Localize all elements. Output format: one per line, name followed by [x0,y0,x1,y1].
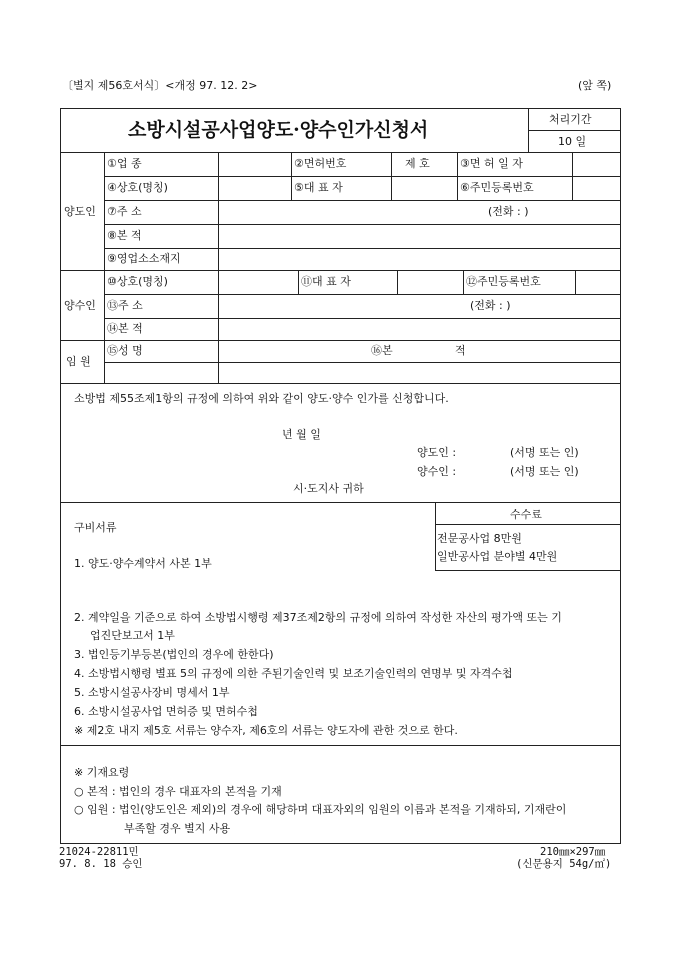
approval-date: 97. 8. 18 승인 [59,858,143,870]
transferee-label: 양수인 [64,299,96,312]
transferor-domicile-label: ⑧본 적 [107,229,142,242]
fee-label: 수수료 [510,508,542,521]
document-item: 4. 소방법시행령 별표 5의 규정에 의한 주된기술인력 및 보조기술인력의 연명부 및 자격수첩 [74,667,513,680]
transferee-phone: (전화 : ) [470,299,511,312]
page-title: 소방시설공사업양도·양수인가신청서 [128,119,429,141]
form-number: 〔별지 제56호서식〕<개정 97. 12. 2> [62,79,258,92]
signature-note: (서명 또는 인) [510,446,579,459]
transferor-signature-label: 양도인 : [417,446,457,459]
table-rule [104,294,620,295]
table-rule [575,270,576,294]
table-rule [463,270,464,294]
table-rule [291,152,292,200]
office-location-label: ⑨영업소소재지 [107,252,181,265]
signature-note: (서명 또는 인) [510,465,579,478]
table-rule [104,224,620,225]
officers-label: 임 원 [66,355,91,368]
document-note: ※ 제2호 내지 제5호 서류는 양수자, 제6호의 서류는 양도자에 관한 것으로 한다. [74,724,458,737]
table-rule [218,152,219,383]
document-item: 2. 계약일을 기준으로 하여 소방법시행령 제37조제2항의 규정에 의하여 작성한 자산의 평가액 또는 기 [74,611,562,624]
table-rule [397,270,398,294]
transferee-rep-label: ⑪대 표 자 [301,275,351,288]
table-rule [298,270,299,294]
table-rule [457,152,458,200]
transferor-name-label: ④상호(명칭) [107,181,168,194]
note-item: ○ 임원 : 법인(양도인은 제외)의 경우에 해당하며 대표자외의 임원의 이름과 본적을 기재하되, 기재란이 [74,803,567,816]
document-item: 3. 법인등기부등본(법인의 경우에 한한다) [74,648,274,661]
transferor-label: 양도인 [64,205,96,218]
addressee: 시·도지사 귀하 [293,482,364,495]
license-no-label: ②면허번호 [294,157,347,170]
table-rule [60,745,620,746]
transferee-signature-label: 양수인 : [417,465,457,478]
table-rule [572,152,573,200]
document-item: 6. 소방시설공사업 면허증 및 면허수첩 [74,705,258,718]
table-rule [60,270,620,271]
statement-text: 소방법 제55조제1항의 규정에 의하여 위와 같이 양도·양수 인가를 신청합니다. [74,392,449,405]
paper-type: (신문용지 54g/㎡) [516,858,612,870]
table-rule [60,340,620,341]
transferor-resident-no-label: ⑥주민등록번호 [460,181,534,194]
table-rule [104,200,620,201]
note-item: 부족할 경우 별지 사용 [124,822,231,835]
officer-domicile-label: ⑯본 [371,344,393,357]
processing-label: 처리기간 [549,113,592,126]
fee-line: 일반공사업 분야별 4만원 [437,550,558,563]
industry-label: ①업 종 [107,157,142,170]
table-rule [435,502,436,570]
form-code: 21024-22811민 [59,846,139,858]
table-rule [104,176,620,177]
table-rule [60,383,620,384]
paper-size: 210㎜×297㎜ [540,846,606,858]
table-rule [104,248,620,249]
table-rule [104,362,620,363]
officer-name-label: ⑮성 명 [107,344,143,357]
transferee-name-label: ⑩상호(명칭) [107,275,168,288]
transferor-rep-label: ⑤대 표 자 [294,181,343,194]
transferee-domicile-label: ⑭본 적 [107,322,143,335]
license-date-label: ③면 허 일 자 [460,157,523,170]
document-item: 5. 소방시설공사장비 명세서 1부 [74,686,230,699]
table-rule [60,502,620,503]
transferee-address-label: ⑬주 소 [107,299,143,312]
transferee-resident-no-label: ⑫주민등록번호 [466,275,541,288]
transferor-address-label: ⑦주 소 [107,205,142,218]
table-rule [435,570,620,571]
page-side: (앞 쪽) [578,79,612,92]
table-rule [104,152,105,383]
document-item: 업진단보고서 1부 [90,629,175,642]
table-rule [104,318,620,319]
note-item: ○ 본적 : 법인의 경우 대표자의 본적을 기재 [74,785,282,798]
table-rule [528,130,620,131]
fee-line: 전문공사업 8만원 [437,532,522,545]
officer-domicile-label-end: 적 [455,344,466,357]
license-no-value: 제 호 [405,157,430,170]
documents-heading: 구비서류 [74,521,117,534]
table-rule [435,524,620,525]
table-rule [391,152,392,200]
processing-period: 10 일 [558,135,587,148]
document-item: 1. 양도·양수계약서 사본 1부 [74,557,212,570]
transferor-phone: (전화 : ) [488,205,529,218]
notes-heading: ※ 기재요령 [74,766,130,779]
date-line: 년 월 일 [282,428,321,441]
table-rule [60,152,620,153]
